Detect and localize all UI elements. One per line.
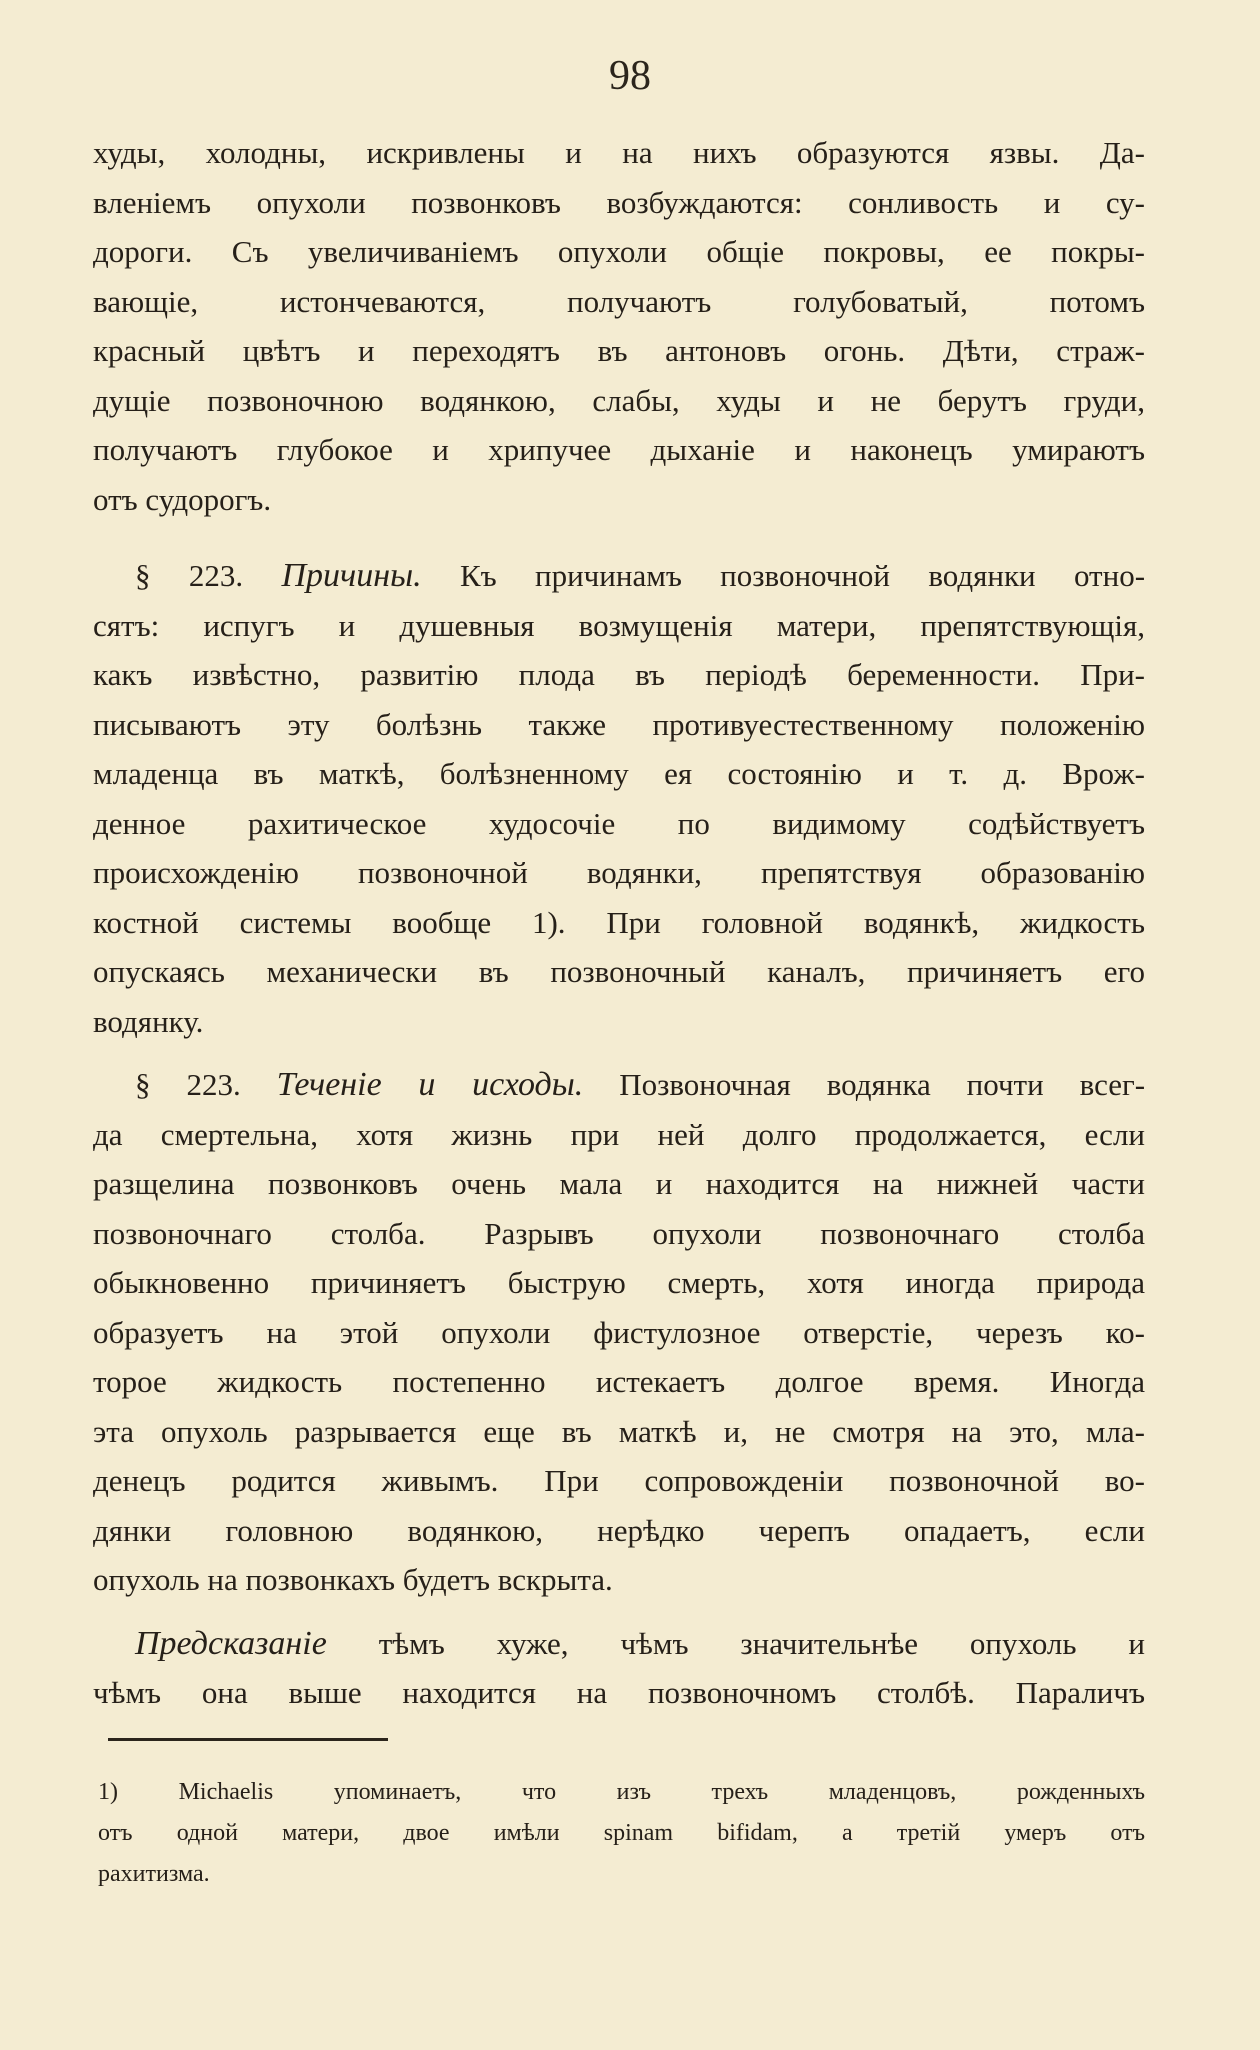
page-number: 98 [609, 53, 651, 99]
paragraph-prognosis [93, 1619, 1145, 1718]
text-line: какъ извѣстно, развитію плода въ періодѣ беременности. При- [93, 657, 1145, 692]
section-heading: Предсказаніе [135, 1624, 327, 1662]
text-line: разщелина позвонковъ очень мала и находится на нижней части [93, 1166, 1145, 1201]
text-line: худы, холодны, искривлены и на нихъ образуются язвы. Да- [93, 135, 1145, 170]
text-line: вленіемъ опухоли позвонковъ возбуждаются: сонливость и су- [93, 184, 1145, 220]
text-line: опускаясь механически въ позвоночный каналъ, причиняетъ его [93, 954, 1145, 989]
paragraph-symptoms [93, 128, 1145, 524]
text-line: происхожденію позвоночной водянки, препятствуя образованію [93, 855, 1145, 890]
text-line: красный цвѣтъ и переходятъ въ антоновъ огонь. Дѣти, страж- [93, 333, 1145, 368]
text-line: писываютъ эту болѣзнь также противуестественному положенію [93, 706, 1145, 742]
section-mark: § 223. [135, 1067, 241, 1102]
text-line: получаютъ глубокое и хрипучее дыханіе и наконецъ умираютъ [93, 432, 1145, 467]
text-line: дороги. Съ увеличиваніемъ опухоли общіе покровы, ее покры- [93, 234, 1145, 269]
text-line: вающіе, истончеваются, получаютъ голубоватый, потомъ [93, 283, 1145, 319]
text-line: позвоночнаго столба. Разрывъ опухоли позвоночнаго столба [93, 1215, 1145, 1251]
footnote-divider [108, 1738, 388, 1741]
text-line: сятъ: испугъ и душевныя возмущенія матери, препятствующія, [93, 607, 1145, 643]
text-line: торое жидкость постепенно истекаетъ долгое время. Иногда [93, 1364, 1145, 1399]
text-line: образуетъ на этой опухоли фистулозное отверстіе, черезъ ко- [93, 1314, 1145, 1350]
footnote [98, 1772, 1145, 1895]
text-line: денецъ родится живымъ. При сопровожденіи позвоночной во- [93, 1463, 1145, 1498]
text-line: дянки головною водянкою, нерѣдко черепъ опадаетъ, если [93, 1512, 1145, 1548]
text-line: чѣмъ она выше находится на позвоночномъ столбѣ. Параличъ [93, 1675, 1145, 1710]
text-line: эта опухоль разрывается еще въ маткѣ и, не смотря на это, мла- [93, 1413, 1145, 1449]
main-text [93, 128, 1145, 1718]
section-first-line [93, 1619, 1145, 1669]
section-first-line [93, 551, 1145, 601]
text-line: да смертельна, хотя жизнь при ней долго продолжается, если [93, 1116, 1145, 1152]
text-line: опухоль на позвонкахъ будетъ вскрыта. [93, 1562, 613, 1597]
section-mark: § 223. [135, 558, 244, 593]
text-span: Позвоночная водянка почти всег- [619, 1067, 1146, 1102]
footnote-line: 1) Michaelis упоминаетъ, что изъ трехъ младенцовъ, рожденныхъ [98, 1779, 1145, 1805]
text-span: тѣмъ хуже, чѣмъ значительнѣе опухоль и [378, 1625, 1145, 1661]
section-heading: Причины. [281, 557, 422, 594]
footnote-line: отъ одной матери, двое имѣли spinam bifidam, а третій умеръ отъ [98, 1820, 1145, 1846]
text-line: водянку. [93, 1003, 204, 1039]
section-first-line [93, 1060, 1145, 1110]
text-line: обыкновенно причиняетъ быструю смерть, хотя иногда природа [93, 1265, 1145, 1300]
text-span: Къ причинамъ позвоночной водянки отно- [459, 558, 1146, 593]
text-line: костной системы вообще 1). При головной водянкѣ, жидкость [93, 904, 1145, 940]
text-line: дущіе позвоночною водянкою, слабы, худы и не берутъ груди, [93, 382, 1145, 418]
paragraph-causes [93, 551, 1145, 1046]
text-line: денное рахитическое худосочіе по видимому содѣйствуетъ [93, 805, 1145, 841]
footnote-line: рахитизма. [98, 1861, 210, 1887]
paragraph-course [93, 1060, 1145, 1605]
text-line: младенца въ маткѣ, болѣзненному ея состоянію и т. д. Врож- [93, 756, 1145, 791]
text-line: отъ судорогъ. [93, 481, 272, 517]
section-heading: Теченіе и исходы. [276, 1066, 584, 1103]
